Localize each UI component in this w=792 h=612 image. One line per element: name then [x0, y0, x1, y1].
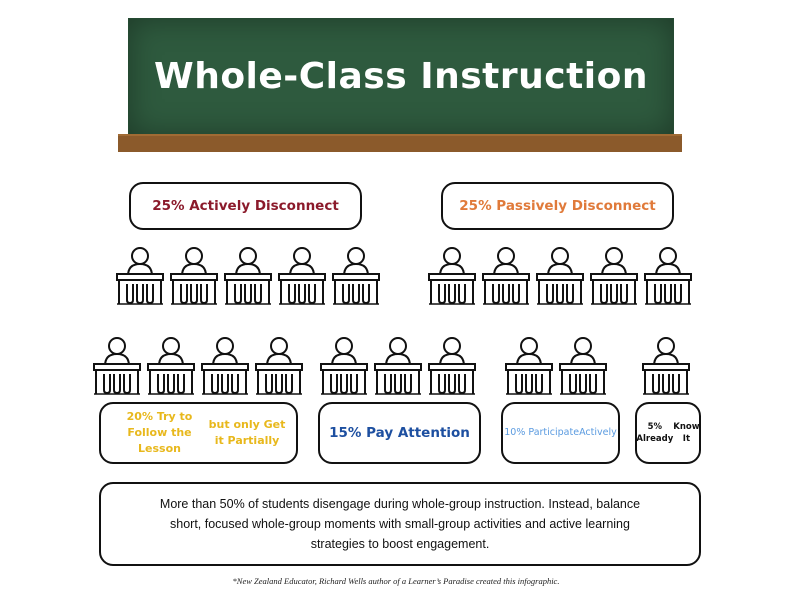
student-desk-icon — [643, 246, 693, 308]
actively-disconnect-label: 25% Actively Disconnect — [129, 182, 362, 230]
student-desk-icon — [200, 336, 250, 398]
participate-line2: Actively — [579, 427, 617, 438]
summary-text: More than 50% of students disengage during whole-group instruction. Instead, balance short, focused whole-group moments with small-group activities and active learning strategies to boost engagement. — [99, 482, 701, 566]
try-follow-line1: 20% Try to Follow the Lesson — [126, 410, 193, 455]
student-desk-icon — [427, 246, 477, 308]
passively-disconnect-label: 25% Passively Disconnect — [441, 182, 674, 230]
student-desk-icon — [331, 246, 381, 308]
student-desk-icon — [277, 246, 327, 308]
student-desk-icon — [589, 246, 639, 308]
student-desk-icon — [169, 246, 219, 308]
student-desk-icon — [319, 336, 369, 398]
student-desk-icon — [115, 246, 165, 308]
student-desk-icon — [535, 246, 585, 308]
try-follow-line2: but only Get it Partially — [208, 418, 286, 447]
student-desk-icon — [481, 246, 531, 308]
student-desk-icon — [146, 336, 196, 398]
try-follow-label — [99, 402, 298, 464]
student-desk-icon — [641, 336, 691, 398]
participate-line1: 10% Participate — [504, 427, 580, 438]
already-know-line2: Know It — [673, 422, 700, 444]
page-title: Whole-Class Instruction — [153, 56, 648, 97]
student-desk-icon — [373, 336, 423, 398]
chalkboard-ledge — [118, 134, 682, 152]
student-desk-icon — [558, 336, 608, 398]
already-know-line1: 5% Already — [636, 422, 674, 444]
student-desk-icon — [504, 336, 554, 398]
pay-attention-label: 15% Pay Attention — [318, 402, 481, 464]
student-desk-icon — [427, 336, 477, 398]
student-desk-icon — [92, 336, 142, 398]
credit-footnote: *New Zealand Educator, Richard Wells author of a Learner’s Paradise created this infographic. — [232, 576, 560, 586]
chalkboard — [128, 18, 674, 136]
student-desk-icon — [223, 246, 273, 308]
already-know-label — [635, 402, 701, 464]
student-desk-icon — [254, 336, 304, 398]
participate-label — [501, 402, 620, 464]
